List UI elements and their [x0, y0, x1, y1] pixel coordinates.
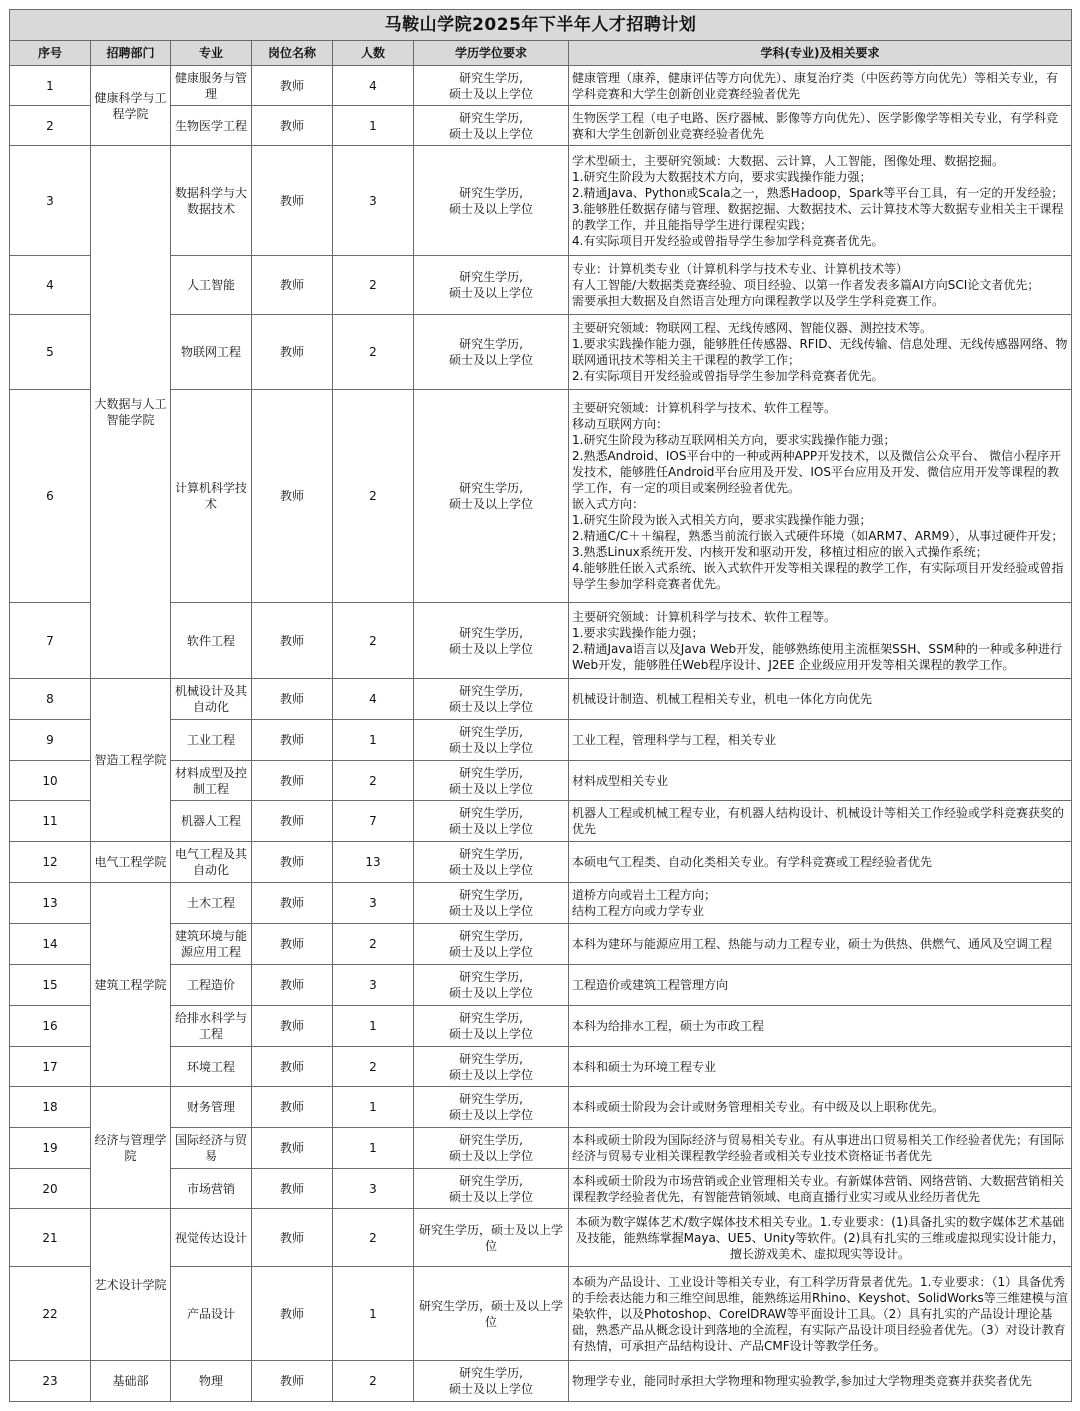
- major-cell: 数据科学与大数据技术: [171, 146, 252, 256]
- header-row: [10, 41, 1072, 66]
- major-cell: 人工智能: [171, 256, 252, 315]
- row-number: 6: [10, 390, 91, 603]
- education-cell: 研究生学历, 硕士及以上学位: [414, 1087, 569, 1128]
- education-cell: 研究生学历, 硕士及以上学位: [414, 1128, 569, 1169]
- count-cell: 3: [333, 146, 414, 256]
- post-cell: 教师: [252, 1087, 333, 1128]
- count-cell: 1: [333, 720, 414, 761]
- major-cell: 国际经济与贸易: [171, 1128, 252, 1169]
- requirements-cell: 本硕为数字媒体艺术/数字媒体技术相关专业。1.专业要求：(1)具备扎实的数字媒体艺术基础及技能，能熟练掌握Maya、UE5、Unity等软件。(2)具有扎实的三维或虚拟现实设计能力，擅长游戏美术、虚拟现实等设计。: [569, 1209, 1072, 1267]
- requirements-cell: 道桥方向或岩土工程方向； 结构工程方向或力学专业: [569, 883, 1072, 924]
- requirements-cell: 本科为给排水工程，硕士为市政工程: [569, 1006, 1072, 1047]
- requirements-cell: 主要研究领域：计算机科学与技术、软件工程等。 1.要求实践操作能力强； 2.精通Java语言以及Java Web开发，能够熟练使用主流框架SSH、SSM种的一种或多种进行Web开发，能够胜任Web程序设计、J2EE 企业级应用开发等相关课程的教学工作。: [569, 603, 1072, 679]
- major-cell: 工程造价: [171, 965, 252, 1006]
- major-cell: 生物医学工程: [171, 106, 252, 146]
- row-number: 16: [10, 1006, 91, 1047]
- post-cell: 教师: [252, 1128, 333, 1169]
- count-cell: 1: [333, 1006, 414, 1047]
- education-cell: 研究生学历, 硕士及以上学位: [414, 965, 569, 1006]
- department-cell: 基础部: [91, 1361, 171, 1402]
- header-education: 学历学位要求: [414, 41, 569, 66]
- row-number: 12: [10, 842, 91, 883]
- count-cell: 13: [333, 842, 414, 883]
- row-number: 4: [10, 256, 91, 315]
- count-cell: 2: [333, 315, 414, 390]
- recruitment-sheet: [9, 9, 1071, 1402]
- education-cell: 研究生学历, 硕士及以上学位: [414, 842, 569, 883]
- post-cell: 教师: [252, 603, 333, 679]
- row-number: 8: [10, 679, 91, 720]
- education-cell: 研究生学历，硕士及以上学位: [414, 1267, 569, 1361]
- major-cell: 健康服务与管理: [171, 66, 252, 106]
- count-cell: 3: [333, 883, 414, 924]
- count-cell: 4: [333, 679, 414, 720]
- department-cell: 健康科学与工程学院: [91, 66, 171, 146]
- header-no: 序号: [10, 41, 91, 66]
- count-cell: 2: [333, 603, 414, 679]
- major-cell: 材料成型及控制工程: [171, 761, 252, 801]
- table-row: [10, 1087, 1072, 1128]
- row-number: 23: [10, 1361, 91, 1402]
- post-cell: 教师: [252, 1169, 333, 1209]
- count-cell: 1: [333, 1128, 414, 1169]
- education-cell: 研究生学历, 硕士及以上学位: [414, 924, 569, 965]
- department-cell: 电气工程学院: [91, 842, 171, 883]
- post-cell: 教师: [252, 106, 333, 146]
- major-cell: 市场营销: [171, 1169, 252, 1209]
- row-number: 1: [10, 66, 91, 106]
- table-body: [10, 66, 1072, 1402]
- major-cell: 物理: [171, 1361, 252, 1402]
- department-cell: 智造工程学院: [91, 679, 171, 842]
- post-cell: 教师: [252, 146, 333, 256]
- education-cell: 研究生学历, 硕士及以上学位: [414, 761, 569, 801]
- post-cell: 教师: [252, 761, 333, 801]
- requirements-cell: 本科和硕士为环境工程专业: [569, 1047, 1072, 1087]
- requirements-cell: 主要研究领域：物联网工程、无线传感网、智能仪器、测控技术等。 1.要求实践操作能力强，能够胜任传感器、RFID、无线传输、信息处理、无线传感器网络、物联网通讯技术等相关主干课程的教学工作； 2.有实际项目开发经验或曾指导学生参加学科竞赛者优先。: [569, 315, 1072, 390]
- count-cell: 4: [333, 66, 414, 106]
- major-cell: 计算机科学技术: [171, 390, 252, 603]
- table-row: [10, 1361, 1072, 1402]
- count-cell: 3: [333, 965, 414, 1006]
- post-cell: 教师: [252, 315, 333, 390]
- education-cell: 研究生学历, 硕士及以上学位: [414, 1047, 569, 1087]
- row-number: 7: [10, 603, 91, 679]
- requirements-cell: 工程造价或建筑工程管理方向: [569, 965, 1072, 1006]
- requirements-cell: 材料成型相关专业: [569, 761, 1072, 801]
- row-number: 11: [10, 801, 91, 842]
- education-cell: 研究生学历, 硕士及以上学位: [414, 146, 569, 256]
- row-number: 18: [10, 1087, 91, 1128]
- count-cell: 1: [333, 1087, 414, 1128]
- count-cell: 2: [333, 761, 414, 801]
- major-cell: 物联网工程: [171, 315, 252, 390]
- row-number: 17: [10, 1047, 91, 1087]
- post-cell: 教师: [252, 720, 333, 761]
- table-row: [10, 66, 1072, 106]
- header-requirements: 学科(专业)及相关要求: [569, 41, 1072, 66]
- row-number: 13: [10, 883, 91, 924]
- education-cell: 研究生学历, 硕士及以上学位: [414, 679, 569, 720]
- requirements-cell: 本科或硕士阶段为国际经济与贸易相关专业。有从事进出口贸易相关工作经验者优先；有国际经济与贸易专业相关课程教学经验者或相关专业技术资格证书者优先: [569, 1128, 1072, 1169]
- post-cell: 教师: [252, 256, 333, 315]
- education-cell: 研究生学历, 硕士及以上学位: [414, 801, 569, 842]
- major-cell: 电气工程及其自动化: [171, 842, 252, 883]
- major-cell: 产品设计: [171, 1267, 252, 1361]
- header-post: 岗位名称: [252, 41, 333, 66]
- education-cell: 研究生学历, 硕士及以上学位: [414, 66, 569, 106]
- education-cell: 研究生学历, 硕士及以上学位: [414, 256, 569, 315]
- post-cell: 教师: [252, 679, 333, 720]
- row-number: 5: [10, 315, 91, 390]
- education-cell: 研究生学历, 硕士及以上学位: [414, 390, 569, 603]
- count-cell: 1: [333, 106, 414, 146]
- requirements-cell: 机器人工程或机械工程专业，有机器人结构设计、机械设计等相关工作经验或学科竞赛获奖的优先: [569, 801, 1072, 842]
- major-cell: 机器人工程: [171, 801, 252, 842]
- post-cell: 教师: [252, 1361, 333, 1402]
- count-cell: 2: [333, 256, 414, 315]
- education-cell: 研究生学历, 硕士及以上学位: [414, 315, 569, 390]
- header-major: 专业: [171, 41, 252, 66]
- department-cell: 艺术设计学院: [91, 1209, 171, 1361]
- page-title: 马鞍山学院2025年下半年人才招聘计划: [10, 10, 1072, 41]
- header-count: 人数: [333, 41, 414, 66]
- row-number: 19: [10, 1128, 91, 1169]
- post-cell: 教师: [252, 1267, 333, 1361]
- major-cell: 建筑环境与能源应用工程: [171, 924, 252, 965]
- post-cell: 教师: [252, 1006, 333, 1047]
- count-cell: 2: [333, 1209, 414, 1267]
- education-cell: 研究生学历, 硕士及以上学位: [414, 883, 569, 924]
- major-cell: 财务管理: [171, 1087, 252, 1128]
- department-cell: 建筑工程学院: [91, 883, 171, 1087]
- row-number: 20: [10, 1169, 91, 1209]
- count-cell: 2: [333, 1047, 414, 1087]
- requirements-cell: 健康管理（康养，健康评估等方向优先）、康复治疗类（中医药等方向优先）等相关专业，有学科竞赛和大学生创新创业竞赛经验者优先: [569, 66, 1072, 106]
- education-cell: 研究生学历, 硕士及以上学位: [414, 1361, 569, 1402]
- major-cell: 机械设计及其自动化: [171, 679, 252, 720]
- table-row: [10, 146, 1072, 256]
- table-row: [10, 679, 1072, 720]
- education-cell: 研究生学历, 硕士及以上学位: [414, 1169, 569, 1209]
- table-row: [10, 1209, 1072, 1267]
- row-number: 22: [10, 1267, 91, 1361]
- row-number: 21: [10, 1209, 91, 1267]
- department-cell: 大数据与人工智能学院: [91, 146, 171, 679]
- post-cell: 教师: [252, 801, 333, 842]
- row-number: 10: [10, 761, 91, 801]
- count-cell: 7: [333, 801, 414, 842]
- requirements-cell: 本硕为产品设计、工业设计等相关专业，有工科学历背景者优先。1.专业要求：（1）具备优秀的手绘表达能力和三维空间思维，能熟练运用Rhino、Keyshot、SolidWorks等三维建模与渲染软件，以及Photoshop、CorelDRAW等平面设计工具。（2）具有扎实的产品设计理论基础，熟悉产品从概念设计到落地的全流程，有实际产品设计项目经验者优先。（3）对设计教育有热情，可承担产品结构设计、产品CMF设计等教学任务。: [569, 1267, 1072, 1361]
- education-cell: 研究生学历，硕士及以上学位: [414, 1209, 569, 1267]
- requirements-cell: 工业工程，管理科学与工程，相关专业: [569, 720, 1072, 761]
- requirements-cell: 机械设计制造、机械工程相关专业，机电一体化方向优先: [569, 679, 1072, 720]
- post-cell: 教师: [252, 965, 333, 1006]
- recruitment-table: [9, 9, 1072, 1402]
- education-cell: 研究生学历, 硕士及以上学位: [414, 106, 569, 146]
- major-cell: 给排水科学与工程: [171, 1006, 252, 1047]
- post-cell: 教师: [252, 390, 333, 603]
- department-cell: 经济与管理学院: [91, 1087, 171, 1209]
- requirements-cell: 专业：计算机类专业（计算机科学与技术专业、计算机技术等） 有人工智能/大数据类竞赛经验、项目经验、以第一作者发表多篇AI方向SCI论文者优先； 需要承担大数据及自然语言处理方向课程教学以及学生学科竞赛工作。: [569, 256, 1072, 315]
- requirements-cell: 本科为建环与能源应用工程、热能与动力工程专业，硕士为供热、供燃气、通风及空调工程: [569, 924, 1072, 965]
- major-cell: 工业工程: [171, 720, 252, 761]
- row-number: 9: [10, 720, 91, 761]
- post-cell: 教师: [252, 1047, 333, 1087]
- post-cell: 教师: [252, 842, 333, 883]
- requirements-cell: 本科或硕士阶段为市场营销或企业管理相关专业。有新媒体营销、网络营销、大数据营销相关课程教学经验者优先，有智能营销领域、电商直播行业实习或从业经历者优先: [569, 1169, 1072, 1209]
- requirements-cell: 本硕电气工程类、自动化类相关专业。有学科竞赛或工程经验者优先: [569, 842, 1072, 883]
- education-cell: 研究生学历, 硕士及以上学位: [414, 720, 569, 761]
- education-cell: 研究生学历, 硕士及以上学位: [414, 603, 569, 679]
- major-cell: 土木工程: [171, 883, 252, 924]
- requirements-cell: 生物医学工程（电子电路、医疗器械、影像等方向优先）、医学影像学等相关专业，有学科竞赛和大学生创新创业竞赛经验者优先: [569, 106, 1072, 146]
- count-cell: 2: [333, 390, 414, 603]
- table-row: [10, 883, 1072, 924]
- major-cell: 软件工程: [171, 603, 252, 679]
- row-number: 15: [10, 965, 91, 1006]
- count-cell: 1: [333, 1267, 414, 1361]
- post-cell: 教师: [252, 1209, 333, 1267]
- post-cell: 教师: [252, 924, 333, 965]
- education-cell: 研究生学历, 硕士及以上学位: [414, 1006, 569, 1047]
- post-cell: 教师: [252, 883, 333, 924]
- requirements-cell: 学术型硕士，主要研究领域：大数据、云计算，人工智能，图像处理、数据挖掘。 1.研究生阶段为大数据技术方向，要求实践操作能力强； 2.精通Java、Python或Scala之一，熟悉Hadoop，Spark等平台工具，有一定的开发经验； 3.能够胜任数据存储与管理、数据挖掘、大数据技术、云计算技术等大数据专业相关主干课程的教学工作，并且能指导学生进行课程实践； 4.有实际项目开发经验或曾指导学生参加学科竞赛者优先。: [569, 146, 1072, 256]
- count-cell: 3: [333, 1169, 414, 1209]
- requirements-cell: 物理学专业，能同时承担大学物理和物理实验教学,参加过大学物理类竞赛并获奖者优先: [569, 1361, 1072, 1402]
- major-cell: 视觉传达设计: [171, 1209, 252, 1267]
- row-number: 3: [10, 146, 91, 256]
- count-cell: 2: [333, 1361, 414, 1402]
- count-cell: 2: [333, 924, 414, 965]
- header-department: 招聘部门: [91, 41, 171, 66]
- row-number: 2: [10, 106, 91, 146]
- table-row: [10, 842, 1072, 883]
- row-number: 14: [10, 924, 91, 965]
- post-cell: 教师: [252, 66, 333, 106]
- major-cell: 环境工程: [171, 1047, 252, 1087]
- requirements-cell: 主要研究领域：计算机科学与技术、软件工程等。 移动互联网方向： 1.研究生阶段为移动互联网相关方向，要求实践操作能力强； 2.熟悉Android、IOS平台中的一种或两种APP开发技术，以及微信公众平台、 微信小程序开发技术，能够胜任Android平台应用及开发、IOS平台应用及开发、微信应用开发等课程的教学工作，有一定的项目或案例经验者优先。 嵌入式方向： 1.研究生阶段为嵌入式相关方向，要求实践操作能力强； 2.精通C/C＋＋编程，熟悉当前流行嵌入式硬件环境（如ARM7、ARM9），从事过硬件开发； 3.熟悉Linux系统开发、内核开发和驱动开发，移植过相应的嵌入式操作系统； 4.能够胜任嵌入式系统、嵌入式软件开发等相关课程的教学工作，有实际项目开发经验或曾指导学生参加学科竞赛者优先。: [569, 390, 1072, 603]
- requirements-cell: 本科或硕士阶段为会计或财务管理相关专业。有中级及以上职称优先。: [569, 1087, 1072, 1128]
